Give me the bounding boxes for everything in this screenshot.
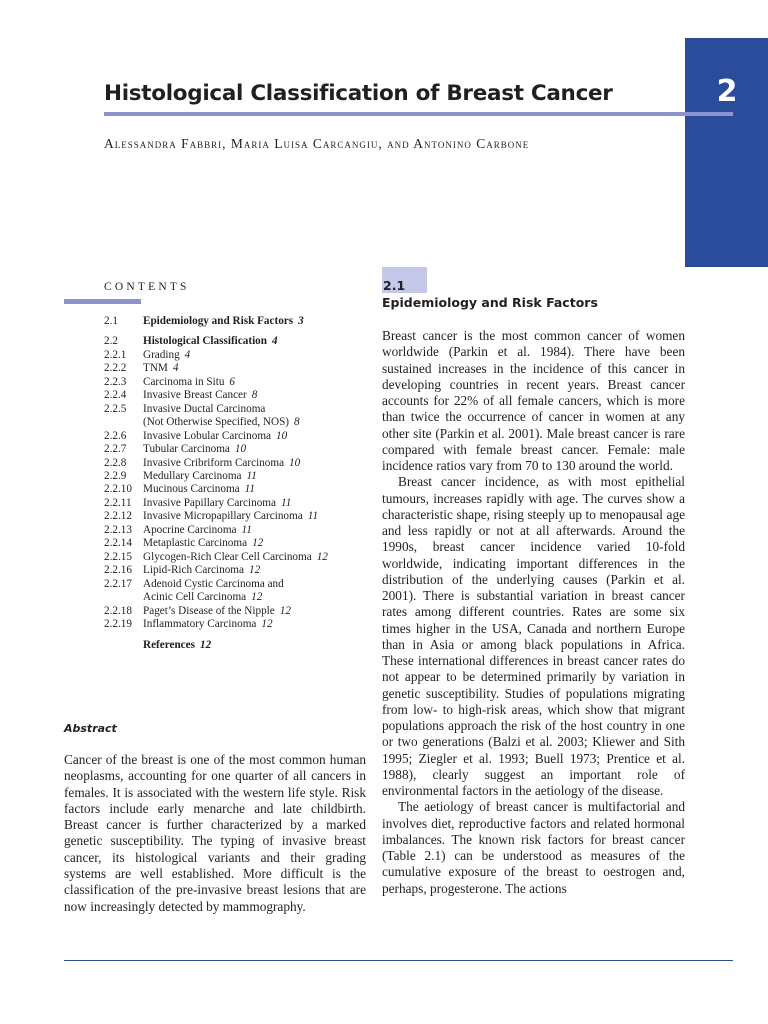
toc-entry-title	[143, 389, 364, 402]
toc-entry-page: 10	[234, 443, 247, 456]
toc-entry-page: 11	[280, 496, 292, 509]
toc-entry	[104, 639, 364, 652]
toc-entry-page: 10	[276, 429, 288, 442]
toc-entry-title	[143, 618, 364, 631]
chapter-number: 2	[716, 74, 738, 109]
toc-entry-label: Invasive Papillary Carcinoma	[143, 496, 276, 509]
toc-entry-label: Metaplastic Carcinoma	[143, 537, 248, 550]
toc-entry-page: 12	[199, 639, 212, 652]
toc-entry-page: 11	[244, 483, 255, 496]
contents-heading: CONTENTS	[104, 281, 190, 293]
toc-entry-label: Invasive Lobular Carcinoma	[143, 429, 271, 442]
toc-entry-page: 12	[261, 617, 273, 630]
toc-entry	[104, 483, 364, 496]
toc-entry-number: 2.2.6	[104, 429, 127, 442]
toc-entry-page: 4	[272, 335, 278, 348]
toc-entry	[104, 416, 364, 429]
toc-entry	[104, 578, 364, 591]
toc-entry-page: 10	[289, 456, 301, 469]
toc-entry	[104, 510, 364, 523]
toc-entry	[104, 537, 364, 550]
body-paragraph: Breast cancer incidence, as with most epithelial tumours, increases rapidly with age. The curves show a characteristic shape, rising steeply up to menopausal age and less rapidly or not at all afterwards. Around the 1990s, breast cancer incidence varied 10-fold worldwide, indicating important differences in the distribution of the underlying causes (Parkin et al. 2001). There is substantial variation in breast cancer rates among different countries. Rates are some six times higher in the USA, Canada and northern Europe than in Asia or among black populations in Africa. These international differences in breast cancer rates do not appear to be determined primarily by variation in genetic susceptibility. Studies of populations migrating from low- to high-risk areas, which show that migrant populations approach the risk of the host country in one or two generations (Balzi et al. 2003; Kliewer and Sith 1995; Ziegler et al. 1993; Buell 1973; Prentice et al. 1988), clearly suggest an important role of environmental factors in the aetiology of the disease.	[382, 474, 685, 798]
toc-entry-number: 2.2.1	[104, 348, 127, 361]
toc-entry-page: 4	[184, 348, 191, 361]
toc-entry-title	[143, 483, 364, 496]
toc-entry-number: 2.2.15	[104, 550, 132, 563]
toc-entry-label: TNM	[143, 362, 168, 375]
toc-entry-title	[143, 349, 364, 362]
abstract-heading: Abstract	[64, 722, 117, 735]
toc-entry-title	[143, 578, 364, 591]
toc-entry-page: 12	[251, 591, 263, 604]
toc-entry-number: 2.2.16	[104, 564, 132, 577]
toc-entry-title	[143, 551, 364, 564]
abstract-text: Cancer of the breast is one of the most common human neoplasms, accounting for one quarter of all cancers in females. It is associated with the western life style. Risk factors include early menarche and late childbirth. Breast cancer is further characterized by a marked genetic susceptibility. The typing of invasive breast cancer, its histological variants and their grading systems are well established. More difficult is the classification of the pre-invasive breast lesions that are now increasingly detected by mammography.	[64, 752, 366, 914]
toc-entry	[104, 403, 364, 416]
toc-entry	[104, 362, 364, 375]
toc-entry-page: 11	[307, 510, 319, 523]
toc-entry	[104, 497, 364, 510]
toc-entry	[104, 335, 364, 348]
toc-entry-label: Invasive Cribriform Carcinoma	[143, 456, 285, 469]
toc-entry-label: Histological Classification	[143, 335, 267, 348]
toc-entry-number: 2.2.2	[104, 362, 127, 375]
toc-entry	[104, 524, 364, 537]
toc-entry	[104, 551, 364, 564]
toc-entry-title	[143, 537, 364, 550]
chapter-authors: Alessandra Fabbri, Maria Luisa Carcangiu, and Antonino Carbone	[104, 136, 530, 151]
toc-entry-title	[143, 605, 364, 618]
toc-entry-page: 8	[251, 389, 258, 402]
toc-entry-title	[143, 335, 364, 348]
toc-entry-label: Acinic Cell Carcinoma	[143, 591, 247, 604]
toc-entry-page: 11	[246, 469, 257, 482]
footer-rule	[64, 960, 733, 961]
toc-entry-page: 12	[248, 564, 261, 577]
toc-entry-title	[143, 315, 364, 328]
toc-entry-number: 2.2.10	[104, 483, 132, 496]
toc-entry-number: 2.2.8	[104, 456, 127, 469]
toc-entry-page: 3	[298, 315, 304, 327]
toc-entry-label: Medullary Carcinoma	[143, 469, 242, 482]
toc-entry-label: Grading	[143, 348, 180, 361]
toc-entry	[104, 443, 364, 456]
section-body	[382, 328, 685, 897]
toc-entry-label: Lipid-Rich Carcinoma	[143, 564, 244, 577]
toc-entry-title	[143, 403, 364, 416]
toc-entry-label: Apocrine Carcinoma	[143, 523, 237, 536]
toc-entry	[104, 591, 364, 604]
toc-entry-page: 12	[316, 550, 328, 563]
toc-entry-number: 2.1	[104, 315, 118, 327]
toc-entry-number: 2.2.11	[104, 496, 132, 509]
toc-entry-title	[143, 564, 364, 577]
toc-entry-page: 6	[229, 375, 236, 388]
toc-entry	[104, 605, 364, 618]
toc-entry-number: 2.2.5	[104, 402, 127, 415]
chapter-title: Histological Classification of Breast Cancer	[104, 81, 613, 106]
toc-entry-label: References	[143, 639, 195, 652]
toc-entry-page: 4	[172, 362, 179, 375]
toc-entry-title	[143, 430, 364, 443]
toc-entry-title	[143, 639, 364, 652]
toc-entry-label: Invasive Breast Cancer	[143, 389, 247, 402]
toc-entry-number: 2.2.3	[104, 375, 127, 388]
toc-entry-label: Tubular Carcinoma	[143, 443, 230, 456]
toc-entry-title	[143, 497, 364, 510]
toc-entry-title	[143, 376, 364, 389]
toc-entry-page: 12	[252, 537, 264, 550]
toc-entry-number: 2.2.13	[104, 523, 132, 536]
toc-entry-title	[143, 470, 364, 483]
toc-entry-title	[143, 362, 364, 375]
toc-entry	[104, 389, 364, 402]
toc-entry-label: Epidemiology and Risk Factors	[143, 315, 294, 327]
toc-entry	[104, 349, 364, 362]
toc-entry-label: Adenoid Cystic Carcinoma and	[143, 577, 284, 590]
toc-entry-number: 2.2.9	[104, 469, 127, 482]
toc-entry	[104, 315, 364, 328]
toc-entry-number: 2.2.17	[104, 577, 132, 590]
toc-entry	[104, 564, 364, 577]
toc-entry-number: 2.2.12	[104, 510, 132, 523]
toc-entry	[104, 470, 364, 483]
toc-entry-label: Invasive Micropapillary Carcinoma	[143, 510, 303, 523]
toc-entry-label: Paget’s Disease of the Nipple	[143, 604, 275, 617]
toc-entry-number: 2.2.19	[104, 617, 132, 630]
toc-entry-label: Inflammatory Carcinoma	[143, 617, 257, 630]
toc-entry-title	[143, 524, 364, 537]
toc-entry-label: Glycogen-Rich Clear Cell Carcinoma	[143, 550, 312, 563]
toc-entry	[104, 457, 364, 470]
toc-entry-title	[143, 416, 364, 429]
toc-entry-number: 2.2.14	[104, 537, 132, 550]
toc-entry-number: 2.2.18	[104, 604, 132, 617]
table-of-contents	[104, 315, 364, 653]
contents-rule	[64, 299, 141, 304]
toc-entry-label: (Not Otherwise Specified, NOS)	[143, 416, 290, 429]
toc-entry	[104, 618, 364, 631]
toc-entry-page: 11	[241, 523, 252, 536]
section-number: 2.1	[383, 278, 406, 293]
toc-entry-page: 8	[294, 416, 300, 429]
toc-entry-title	[143, 591, 364, 604]
chapter-tab	[685, 38, 768, 267]
toc-entry-title	[143, 510, 364, 523]
body-paragraph: The aetiology of breast cancer is multifactorial and involves diet, reproductive factors and related hormonal imbalances. The known risk factors for breast cancer (Table 2.1) can be understood as measures of the cumulative exposure of the breast to oestrogen and, perhaps, progesterone. The actions	[382, 799, 685, 896]
toc-entry-number	[104, 591, 143, 604]
toc-entry-page: 12	[279, 604, 291, 617]
toc-entry-number	[104, 639, 143, 652]
body-paragraph: Breast cancer is the most common cancer of women worldwide (Parkin et al. 1984). There have been sustained increases in the incidence of this cancer in developing countries in recent years. Breast cancer accounts for 22% of all female cancers, which is more than twice the occurrence of cancer in women at any other site (Parkin et al. 2001). Male breast cancer is rare compared with female breast cancer. Female: male incidence ratios vary from 70 to 130 around the world.	[382, 328, 685, 473]
toc-entry-label: Invasive Ductal Carcinoma	[143, 402, 266, 415]
toc-entry-label: Mucinous Carcinoma	[143, 483, 240, 496]
title-rule	[104, 112, 733, 116]
toc-entry-number: 2.2.4	[104, 389, 127, 402]
toc-entry-number	[104, 416, 143, 429]
section-title: Epidemiology and Risk Factors	[382, 295, 598, 310]
toc-entry-number: 2.2	[104, 335, 118, 348]
toc-entry-label: Carcinoma in Situ	[143, 375, 225, 388]
toc-entry-title	[143, 457, 364, 470]
toc-entry-title	[143, 443, 364, 456]
toc-entry	[104, 376, 364, 389]
toc-entry-number: 2.2.7	[104, 443, 127, 456]
toc-entry	[104, 430, 364, 443]
